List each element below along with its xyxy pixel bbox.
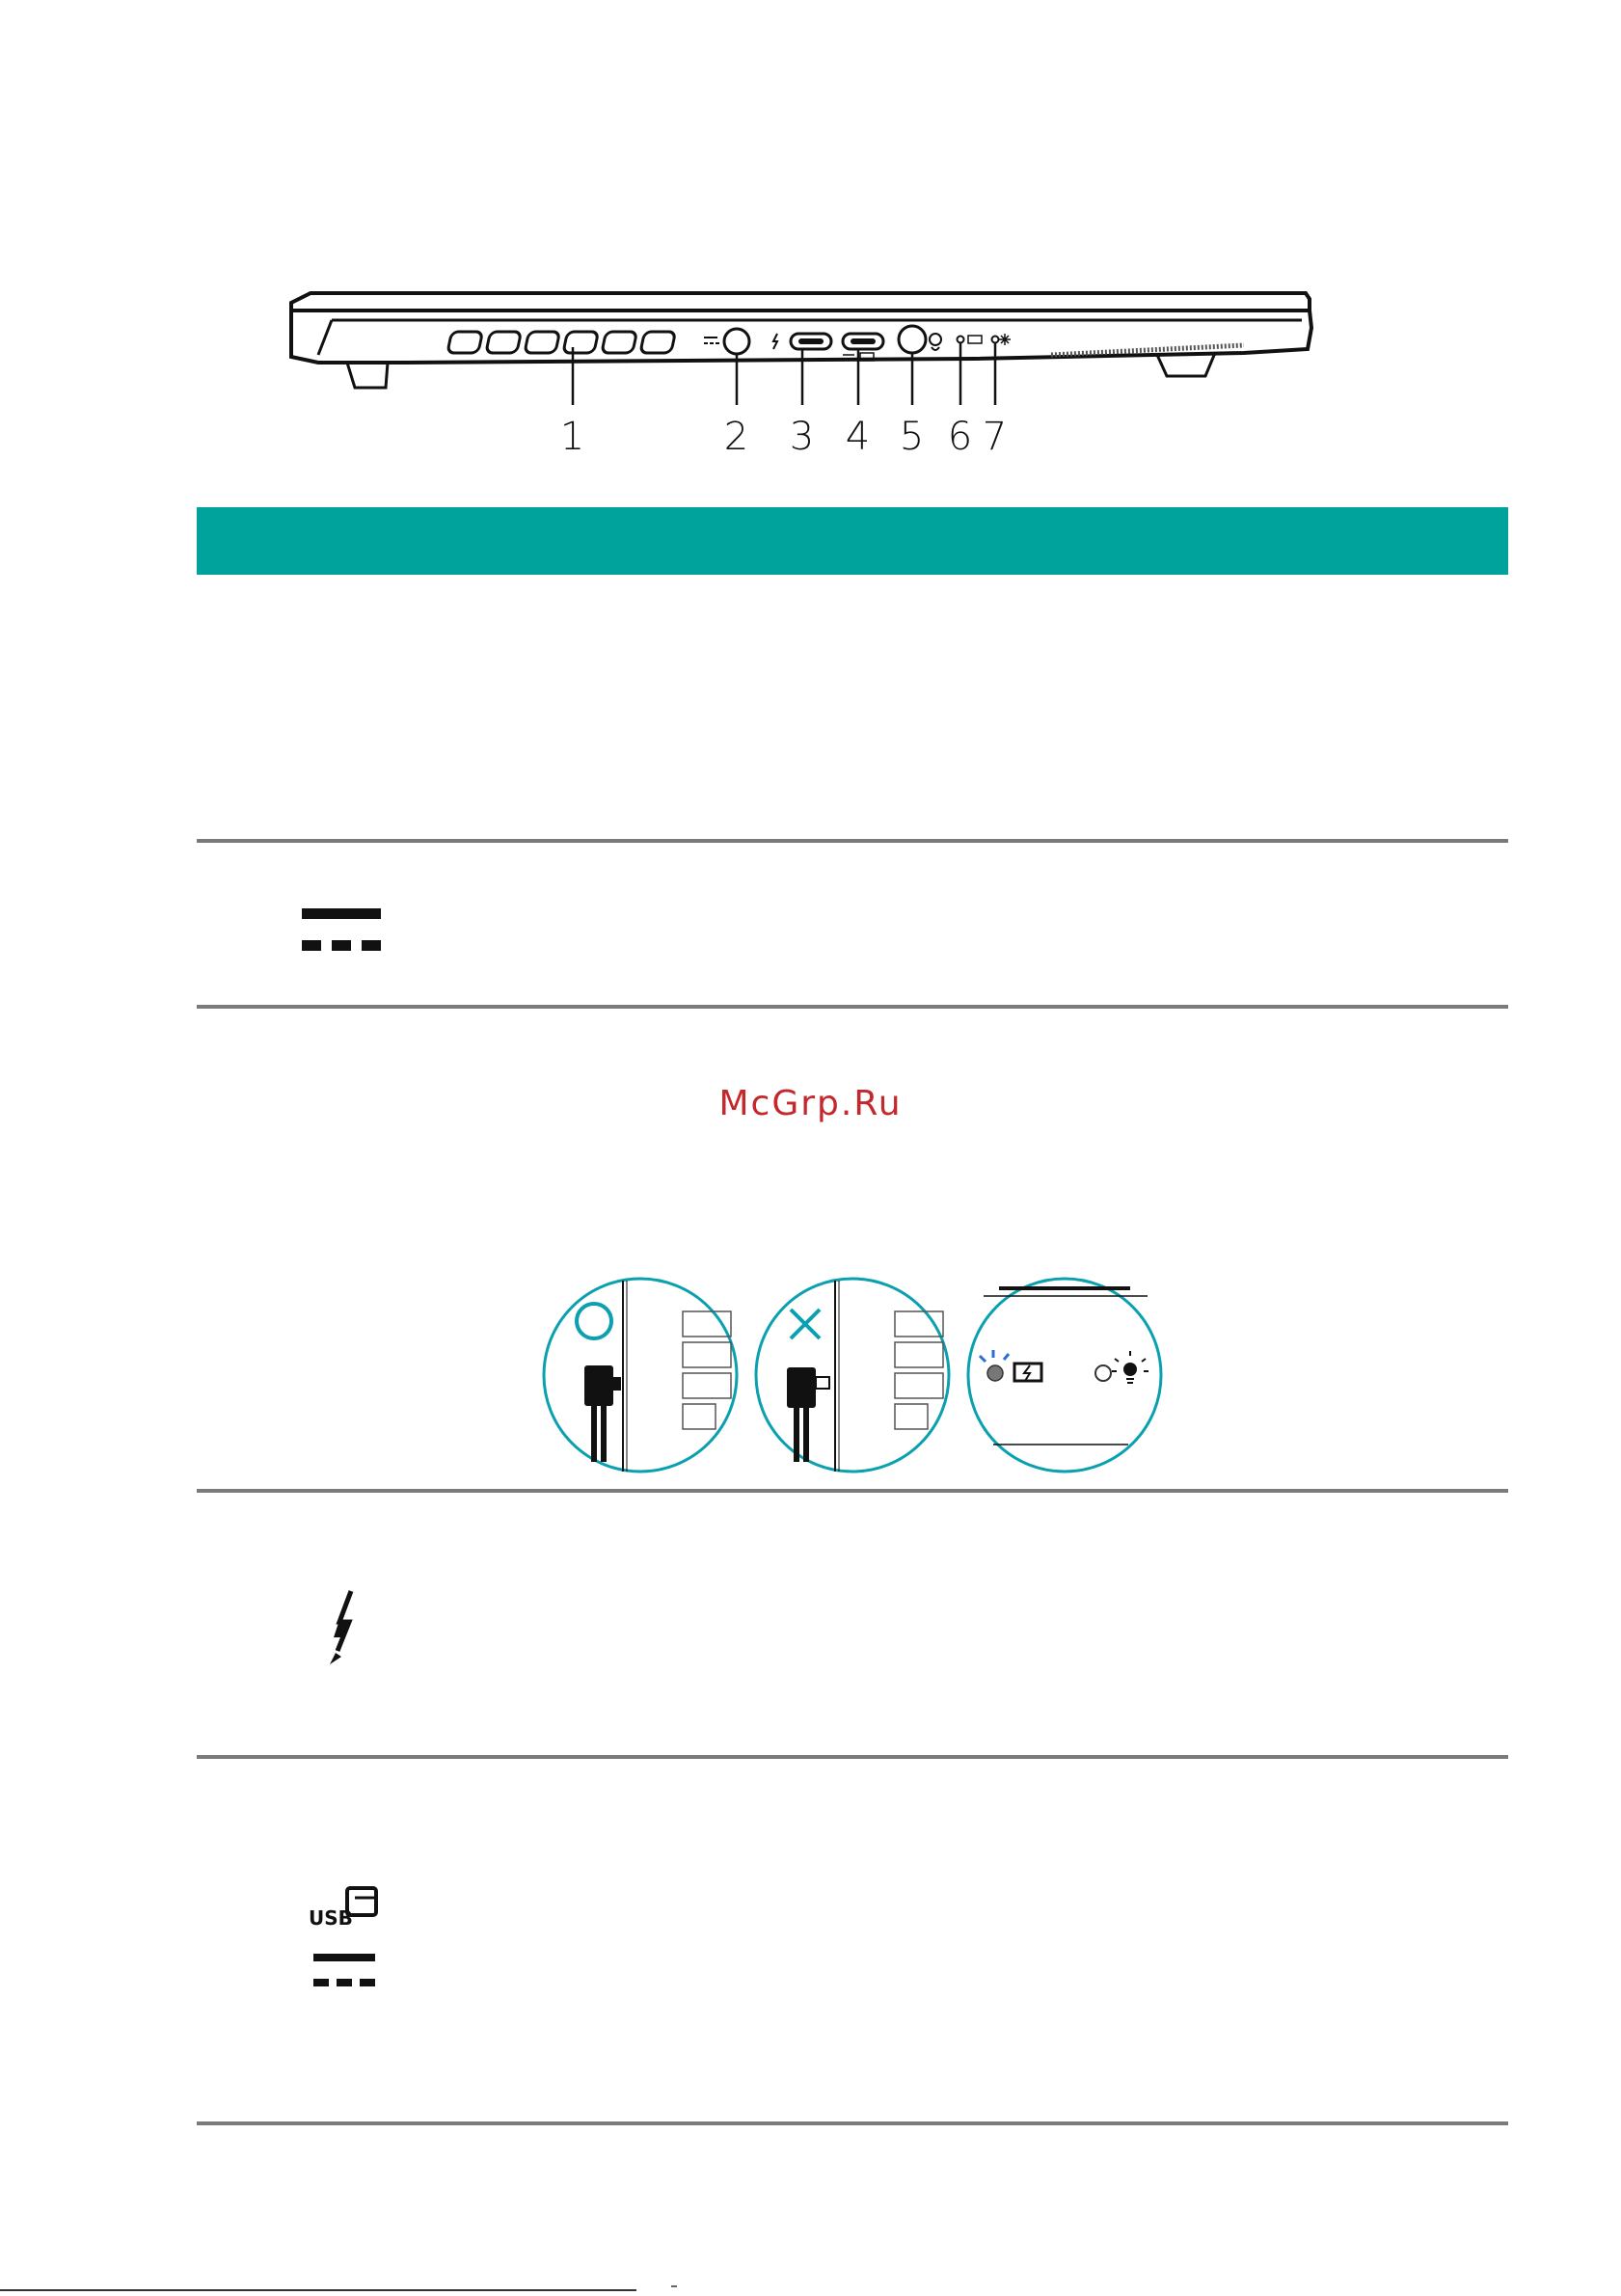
correct-connection-panel [544,1279,737,1472]
row-divider [197,1005,1508,1009]
status-indicators-panel [968,1279,1161,1472]
row-divider [197,2121,1508,2125]
callout-1: 1 [559,415,586,459]
footer-mark [671,2285,677,2287]
row-divider [197,1489,1508,1493]
dc-power-icon-small [313,1954,375,1988]
dc-power-icon [302,908,381,955]
callout-7: 7 [982,415,1009,459]
callout-3: 3 [789,415,816,459]
thunderbolt-icon [326,1589,365,1666]
callout-6: 6 [947,415,974,459]
callout-numbers [280,415,1321,473]
table-header [197,507,1508,575]
row-divider [197,1755,1508,1759]
vent-slots [447,332,676,353]
laptop-side-view [280,280,1321,405]
incorrect-connection-panel [756,1279,949,1472]
watermark: McGrp.Ru [718,1084,903,1123]
callout-2: 2 [723,415,750,459]
footer-rule [0,2289,636,2291]
svg-text:USB: USB [309,1906,353,1929]
callout-5: 5 [899,415,926,459]
connection-diagram [538,1273,1175,1477]
callout-4: 4 [845,415,872,459]
usb-display-icon [307,1886,380,1929]
row-divider [197,839,1508,843]
